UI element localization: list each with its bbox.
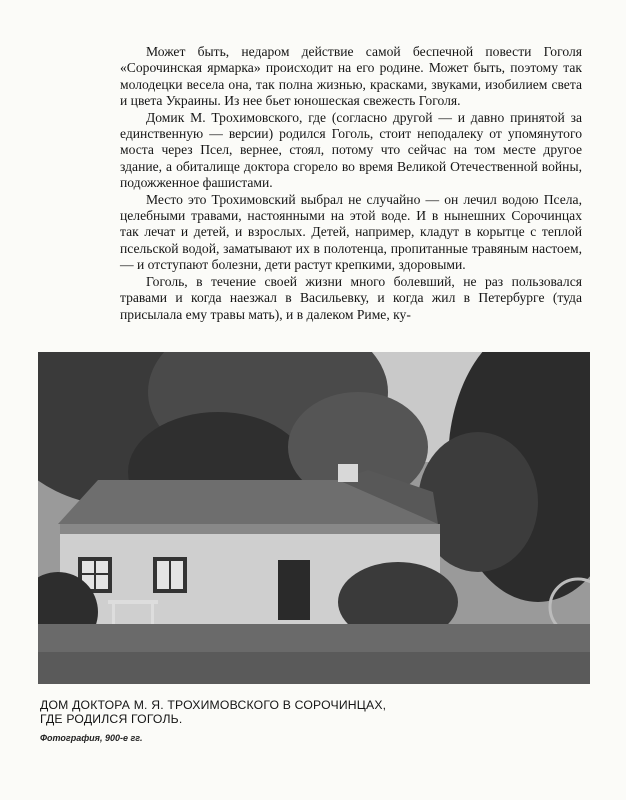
- paragraph-1: Может быть, недаром действие самой беспечной повести Гоголя «Сорочинская ярмарка» происходит на его родине. Может быть, поэтому так молодецки весела она, так полна жизнью, красками, звуками, изобилием света и цвета Украины. Из нее бьет юношеская свежесть Гоголя.: [120, 44, 582, 109]
- photo-credit: Фотография, 900-е гг.: [40, 733, 143, 743]
- paragraph-4: Гоголь, в течение своей жизни много болевший, не раз пользовался травами и когда наезжал в Васильевку, и когда жил в Петербурге (туда присылала ему травы мать), и в далеком Риме, ку-: [120, 273, 582, 322]
- paragraph-2: Домик М. Трохимовского, где (согласно другой — и давно принятой за единственную — версии) родился Гоголь, стоит неподалеку от упомянутого моста через Псел, вернее, стоял, потому что сейчас на том месте другое здание, а обиталище доктора сгорело во время Великой Отечественной войны, подожженное фашистами.: [120, 109, 582, 191]
- article-text: [120, 44, 582, 323]
- paragraph-3: Место это Трохимовский выбрал не случайно — он лечил водою Псела, целебными травами, настоянными на этой воде. И в нынешних Сорочинцах так лечат и детей, и взрослых. Детей, например, кладут в корытце с теплой псельской водой, заматывают их в полотенца, пропитанные травяным настоем,— и отступают болезни, дети растут крепкими, здоровыми.: [120, 191, 582, 273]
- house-photograph: [38, 352, 590, 684]
- figure-caption: [40, 698, 460, 726]
- caption-line-1: ДОМ ДОКТОРА М. Я. ТРОХИМОВСКОГО В СОРОЧИНЦАХ,: [40, 698, 387, 712]
- caption-line-2: ГДЕ РОДИЛСЯ ГОГОЛЬ.: [40, 712, 183, 726]
